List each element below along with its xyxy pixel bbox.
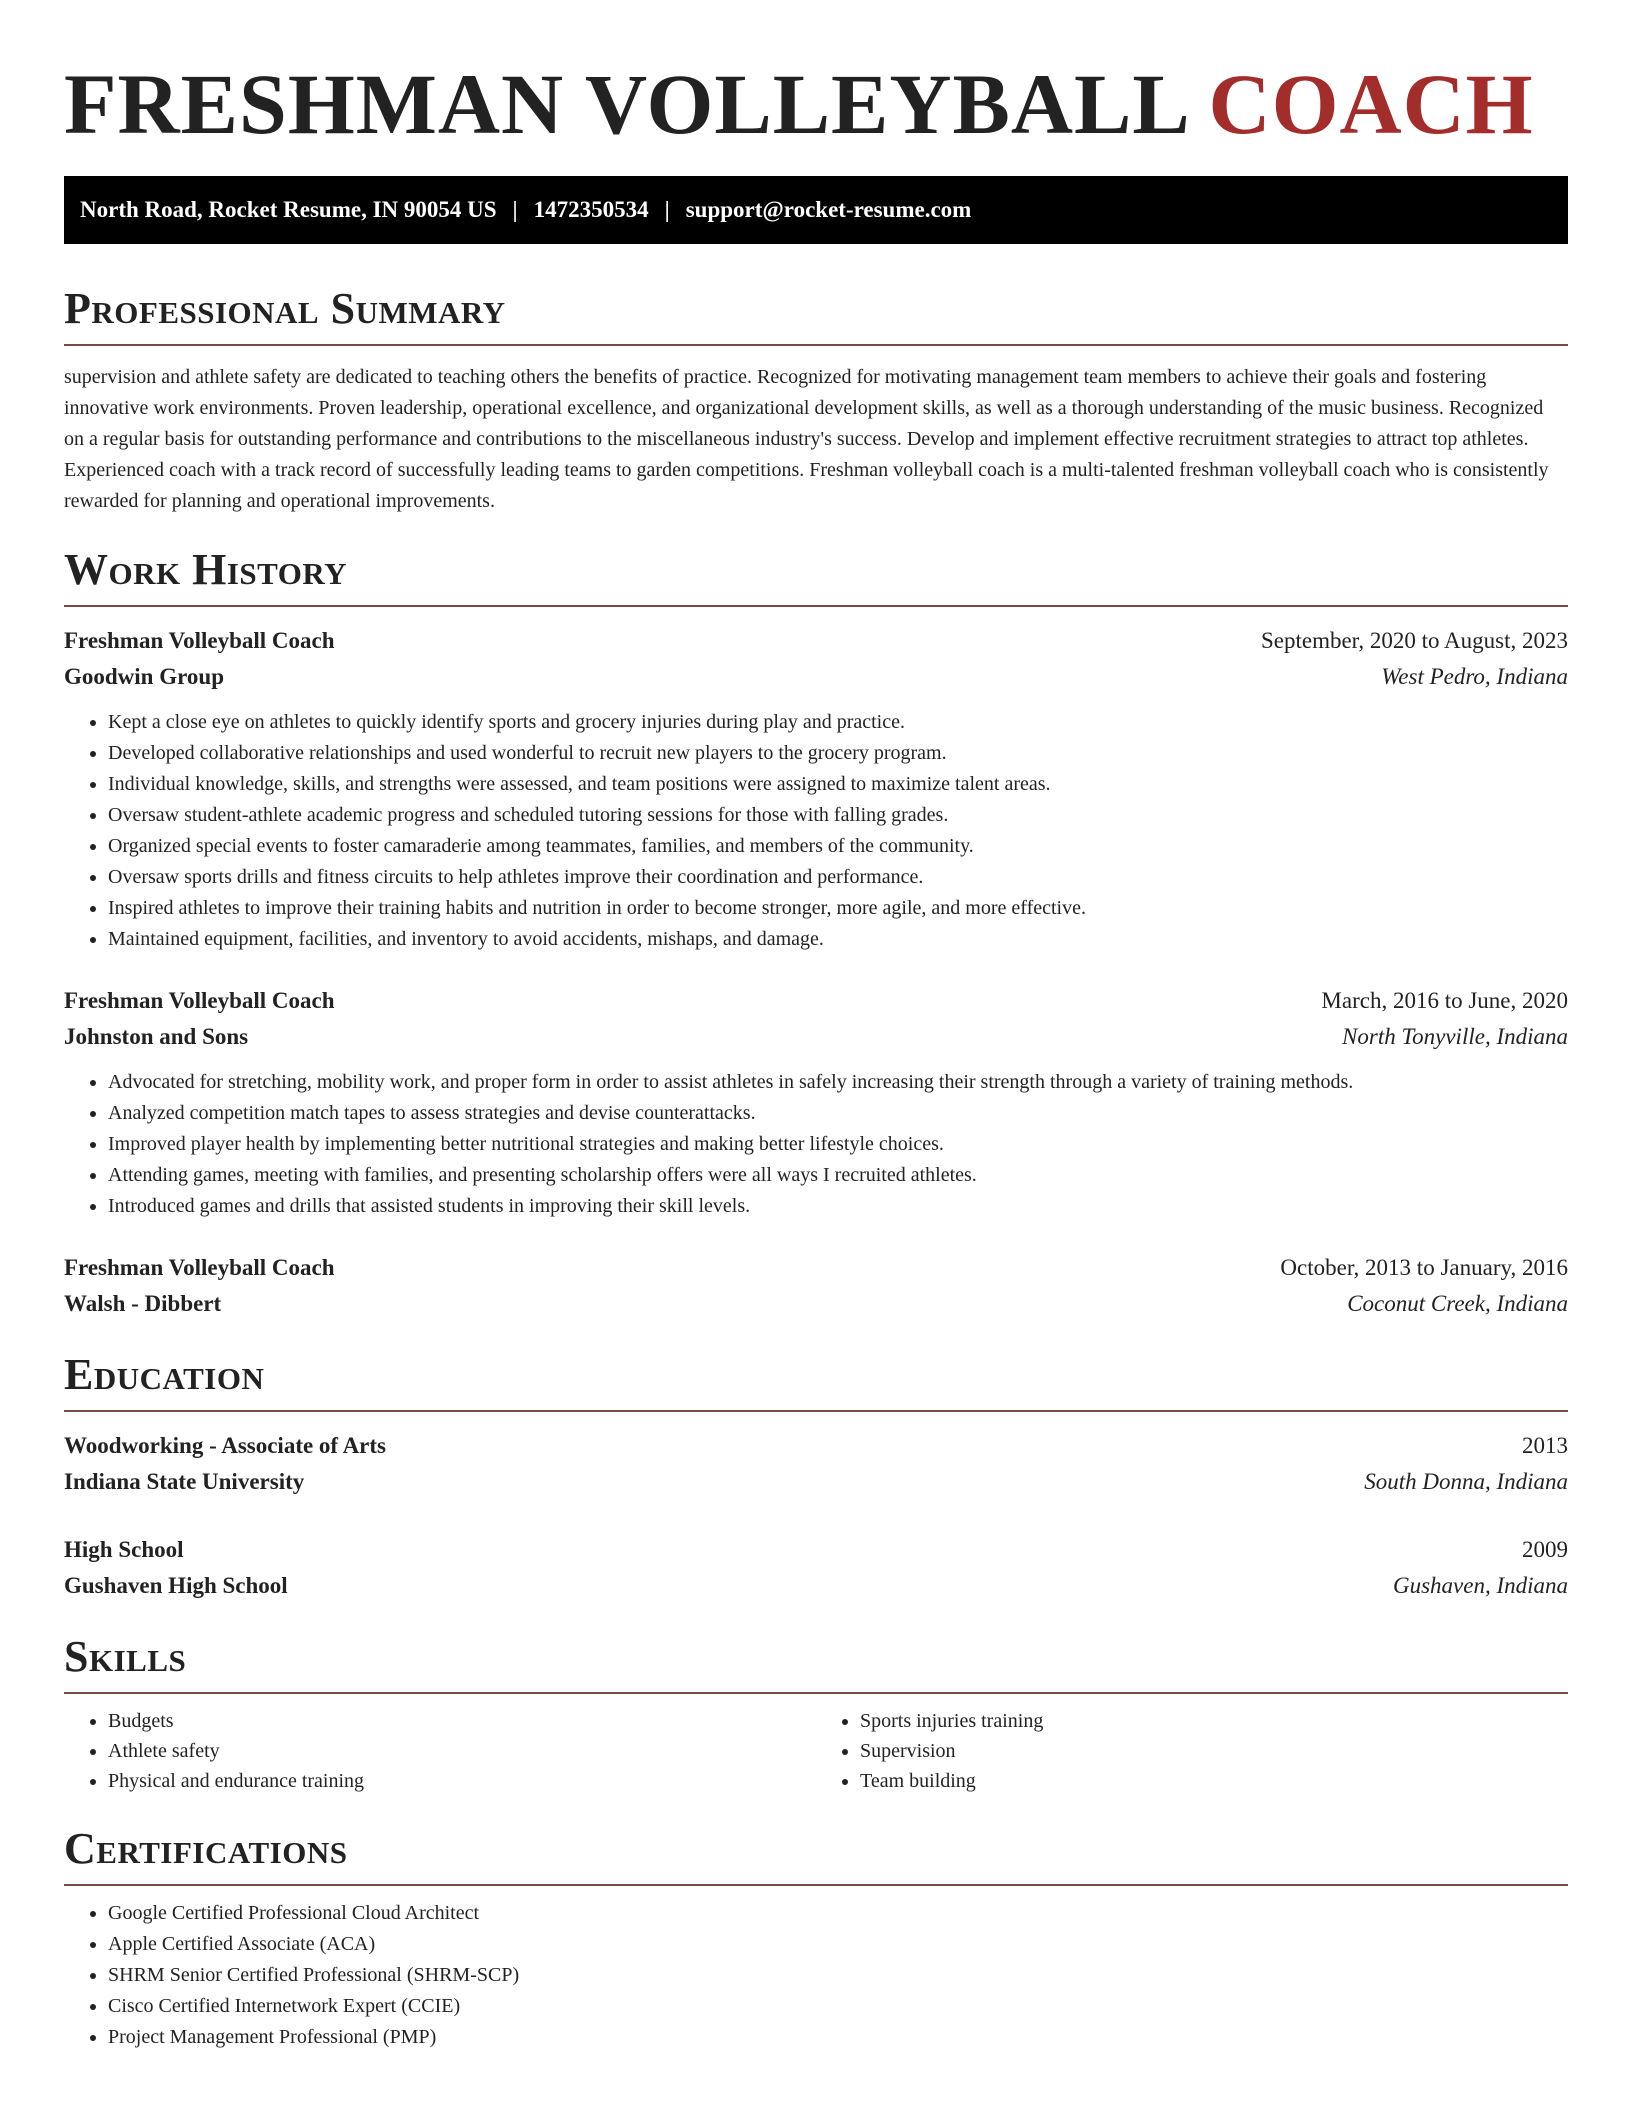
skill-item: • Sports injuries training [860, 1706, 1568, 1736]
skills-heading: Skills [64, 1632, 1568, 1694]
education-heading: Education [64, 1350, 1568, 1412]
job-location: Coconut Creek, Indiana [1347, 1291, 1568, 1316]
job-duties [64, 1067, 1568, 1222]
work-history-heading: Work History [64, 545, 1568, 607]
skill-item: • Team building [860, 1766, 1568, 1796]
job-entry [64, 1250, 1568, 1322]
skill-item: • Athlete safety [108, 1736, 816, 1766]
job-duty: • Improved player health by implementing better nutritional strategies and making better lifestyle choices. [108, 1129, 1568, 1160]
education-location: South Donna, Indiana [1364, 1469, 1568, 1494]
skills-column-right [816, 1706, 1568, 1796]
job-dates: October, 2013 to January, 2016 [1280, 1255, 1568, 1280]
education-year: 2013 [1522, 1433, 1568, 1458]
contact-bar [64, 176, 1568, 244]
certification-item: • Project Management Professional (PMP) [108, 2022, 1568, 2053]
skill-item: • Physical and endurance training [108, 1766, 816, 1796]
work-history-section [64, 545, 1568, 1322]
education-school: Indiana State University [64, 1469, 305, 1494]
job-duty: • Oversaw sports drills and fitness circuits to help athletes improve their coordination and performance. [108, 862, 1568, 893]
job-location: West Pedro, Indiana [1381, 664, 1568, 689]
job-dates: March, 2016 to June, 2020 [1321, 988, 1568, 1013]
contact-address: North Road, Rocket Resume, IN 90054 US [80, 197, 497, 222]
job-company: Walsh - Dibbert [64, 1291, 222, 1316]
skills-section [64, 1632, 1568, 1796]
job-company: Johnston and Sons [64, 1024, 249, 1049]
job-dates: September, 2020 to August, 2023 [1260, 628, 1568, 653]
job-role: Freshman Volleyball Coach [64, 628, 335, 653]
education-year: 2009 [1522, 1537, 1568, 1562]
job-duty: • Maintained equipment, facilities, and inventory to avoid accidents, mishaps, and damage. [108, 924, 1568, 955]
job-duty: • Introduced games and drills that assisted students in improving their skill levels. [108, 1191, 1568, 1222]
education-location: Gushaven, Indiana [1392, 1573, 1568, 1598]
job-entry [64, 623, 1568, 955]
skills-column-left [64, 1706, 816, 1796]
contact-separator: | [512, 197, 518, 222]
certification-item: • Apple Certified Associate (ACA) [108, 1929, 1568, 1960]
job-role: Freshman Volleyball Coach [64, 988, 335, 1013]
job-duty: • Inspired athletes to improve their training habits and nutrition in order to become stronger, more agile, and more effective. [108, 893, 1568, 924]
name-main: FRESHMAN VOLLEYBALL [64, 56, 1186, 152]
job-duty: • Advocated for stretching, mobility work, and proper form in order to assist athletes in safely increasing their strength through a variety of training methods. [108, 1067, 1568, 1098]
contact-phone: 1472350534 [533, 197, 649, 222]
education-degree: High School [64, 1537, 184, 1562]
job-company: Goodwin Group [64, 664, 224, 689]
contact-separator: | [664, 197, 670, 222]
job-duty: • Analyzed competition match tapes to assess strategies and devise counterattacks. [108, 1098, 1568, 1129]
job-location: North Tonyville, Indiana [1342, 1024, 1568, 1049]
education-entry [64, 1532, 1568, 1604]
job-duty: • Kept a close eye on athletes to quickly identify sports and grocery injuries during play and practice. [108, 707, 1568, 738]
certifications-section [64, 1824, 1568, 2053]
job-entry [64, 983, 1568, 1222]
certifications-list [64, 1898, 1568, 2053]
job-duties [64, 707, 1568, 955]
certification-item: • Cisco Certified Internetwork Expert (CCIE) [108, 1991, 1568, 2022]
job-duty: • Developed collaborative relationships and used wonderful to recruit new players to the grocery program. [108, 738, 1568, 769]
job-duty: • Individual knowledge, skills, and strengths were assessed, and team positions were assigned to maximize talent areas. [108, 769, 1568, 800]
job-duty: • Oversaw student-athlete academic progress and scheduled tutoring sessions for those with falling grades. [108, 800, 1568, 831]
summary-heading: Professional Summary [64, 284, 1568, 346]
certification-item: • Google Certified Professional Cloud Architect [108, 1898, 1568, 1929]
education-section [64, 1350, 1568, 1604]
contact-email: support@rocket-resume.com [685, 197, 972, 222]
job-duty: • Organized special events to foster camaraderie among teammates, families, and members of the community. [108, 831, 1568, 862]
skills-list [64, 1706, 1568, 1796]
job-role: Freshman Volleyball Coach [64, 1255, 335, 1280]
skill-item: • Budgets [108, 1706, 816, 1736]
name-accent: COACH [1208, 56, 1534, 152]
job-duty: • Attending games, meeting with families, and presenting scholarship offers were all ways I recruited athletes. [108, 1160, 1568, 1191]
certification-item: • SHRM Senior Certified Professional (SHRM-SCP) [108, 1960, 1568, 1991]
education-school: Gushaven High School [64, 1573, 288, 1598]
resume-name [64, 0, 1568, 152]
education-entry [64, 1428, 1568, 1500]
skill-item: • Supervision [860, 1736, 1568, 1766]
summary-text: supervision and athlete safety are dedicated to teaching others the benefits of practice. Recognized for motivating management team members to achieve their goals and fostering innovative work environments. Proven leadership, operational excellence, and organizational development skills, as well as a thorough understanding of the music business. Recognized on a regular basis for outstanding performance and contributions to the miscellaneous industry's success. Develop and implement effective recruitment strategies to attract top athletes. Experienced coach with a track record of successfully leading teams to garden competitions. Freshman volleyball coach is a multi-talented freshman volleyball coach who is consistently rewarded for planning and operational improvements. [64, 366, 1549, 512]
education-degree: Woodworking - Associate of Arts [64, 1433, 386, 1458]
certifications-heading: Certifications [64, 1824, 1568, 1886]
